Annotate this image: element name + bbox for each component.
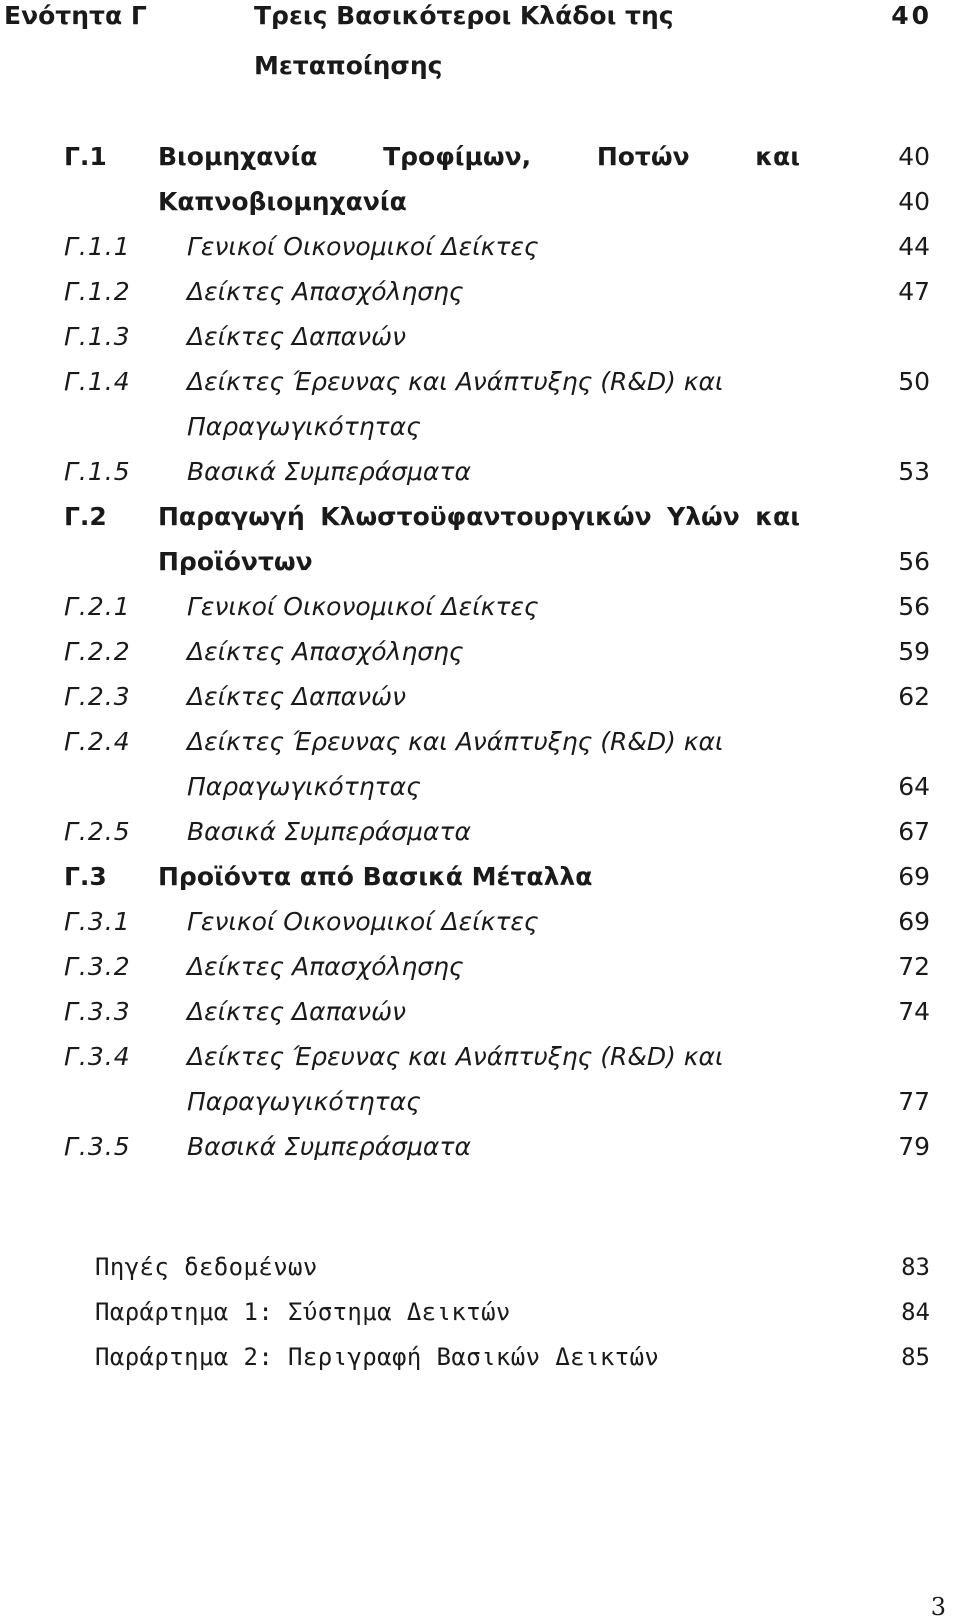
subsection-title-line2: Παραγωγικότητας: [187, 772, 421, 801]
page-number: 84: [901, 1298, 930, 1326]
page-number: 77: [898, 1087, 930, 1116]
page-number: 53: [898, 457, 930, 486]
chapter-title-word: και: [755, 142, 800, 171]
toc-subsection-row: [0, 722, 960, 762]
chapter-row: [0, 497, 960, 537]
toc-subsection-row: [0, 1037, 960, 1077]
toc-subsection-row: [0, 317, 960, 357]
chapter-number: Γ.3: [64, 862, 107, 891]
page-number: 40: [898, 142, 930, 171]
toc-subsection-row: [0, 992, 960, 1032]
subsection-title: Δείκτες Δαπανών: [187, 682, 406, 711]
page-number: 56: [898, 547, 930, 576]
subsection-number: Γ.1.2: [64, 277, 131, 306]
subsection-title: Δείκτες Απασχόλησης: [187, 637, 464, 666]
toc-subsection-row: [0, 587, 960, 627]
page-number: 40: [898, 187, 930, 216]
subsection-title: Βασικά Συμπεράσματα: [187, 1132, 471, 1161]
chapter-title-word: Τροφίμων,: [383, 142, 532, 171]
toc-subsection-row-2: [0, 1082, 960, 1122]
section-header-row-2: [0, 46, 960, 86]
toc-subsection-row: [0, 812, 960, 852]
subsection-title: Γενικοί Οικονομικοί Δείκτες: [187, 232, 539, 261]
page-number: 83: [901, 1253, 930, 1281]
toc-subsection-row: [0, 947, 960, 987]
subsection-number: Γ.1.4: [64, 367, 131, 396]
subsection-number: Γ.3.3: [64, 997, 131, 1026]
toc-subsection-row: [0, 902, 960, 942]
page-number: 62: [898, 682, 930, 711]
page-number: 79: [898, 1132, 930, 1161]
subsection-number: Γ.3.4: [64, 1042, 131, 1071]
section-header-row: [0, 0, 960, 36]
chapter-title-word: Παραγωγή: [158, 502, 305, 531]
subsection-number: Γ.2.5: [64, 817, 131, 846]
subsection-title: Δείκτες Δαπανών: [187, 322, 406, 351]
page-number: 44: [898, 232, 930, 261]
toc-subsection-row: [0, 227, 960, 267]
subsection-number: Γ.2.4: [64, 727, 131, 756]
chapter-title-line2: Προϊόντων: [158, 547, 313, 576]
toc-subsection-row-2: [0, 767, 960, 807]
chapter-row-2: [0, 542, 960, 582]
section-label: Ενότητα Γ: [4, 1, 147, 30]
appendix-title: Παράρτημα 1: Σύστημα Δεικτών: [95, 1298, 511, 1326]
page-number: 50: [898, 367, 930, 396]
toc-subsection-row: [0, 632, 960, 672]
subsection-title: Βασικά Συμπεράσματα: [187, 457, 471, 486]
subsection-title-line2: Παραγωγικότητας: [187, 1087, 421, 1116]
chapter-title-line2: Καπνοβιομηχανία: [158, 187, 407, 216]
chapter-row-2: [0, 182, 960, 222]
subsection-number: Γ.1.1: [64, 232, 131, 261]
page-number: 67: [898, 817, 930, 846]
page-number: 59: [898, 637, 930, 666]
subsection-number: Γ.3.1: [64, 907, 131, 936]
subsection-title: Δείκτες Έρευνας και Ανάπτυξης (R&D) και: [187, 367, 724, 396]
appendix-row: [0, 1292, 960, 1332]
toc-subsection-row: [0, 272, 960, 312]
subsection-title: Δείκτες Απασχόλησης: [187, 952, 464, 981]
appendix-row: [0, 1337, 960, 1377]
page-number: 74: [898, 997, 930, 1026]
section-title: Τρεις Βασικότεροι Κλάδοι της: [254, 1, 674, 30]
section-page-number: 40: [891, 1, 932, 30]
page-number: 47: [898, 277, 930, 306]
appendix-title: Πηγές δεδομένων: [95, 1253, 318, 1281]
chapter-title-word: Υλών: [667, 502, 740, 531]
page-folio: 3: [930, 1593, 946, 1621]
chapter-title-word: Βιομηχανία: [158, 142, 318, 171]
subsection-title: Δείκτες Έρευνας και Ανάπτυξης (R&D) και: [187, 727, 724, 756]
chapter-row: [0, 857, 960, 897]
subsection-number: Γ.2.2: [64, 637, 131, 666]
section-title-line2: Μεταποίησης: [254, 51, 443, 80]
subsection-title: Γενικοί Οικονομικοί Δείκτες: [187, 592, 539, 621]
toc-subsection-row: [0, 1127, 960, 1167]
toc-subsection-row: [0, 677, 960, 717]
chapter-number: Γ.1: [64, 142, 107, 171]
appendix-title: Παράρτημα 2: Περιγραφή Βασικών Δεικτών: [95, 1343, 660, 1371]
appendix-row: [0, 1247, 960, 1287]
subsection-title: Δείκτες Απασχόλησης: [187, 277, 464, 306]
chapter-title: [158, 497, 800, 537]
page-number: 56: [898, 592, 930, 621]
subsection-title: Δείκτες Έρευνας και Ανάπτυξης (R&D) και: [187, 1042, 724, 1071]
subsection-number: Γ.2.1: [64, 592, 131, 621]
subsection-number: Γ.3.5: [64, 1132, 131, 1161]
page-number: 69: [898, 862, 930, 891]
page-number: 64: [898, 772, 930, 801]
chapter-row: [0, 137, 960, 177]
page-number: 85: [901, 1343, 930, 1371]
toc-subsection-row: [0, 362, 960, 402]
chapter-title: [158, 137, 800, 177]
toc-subsection-row-2: [0, 407, 960, 447]
subsection-title: Δείκτες Δαπανών: [187, 997, 406, 1026]
chapter-title-word: και: [755, 502, 800, 531]
chapter-title: Προϊόντα από Βασικά Μέταλλα: [158, 862, 593, 891]
subsection-number: Γ.2.3: [64, 682, 131, 711]
subsection-title: Γενικοί Οικονομικοί Δείκτες: [187, 907, 539, 936]
chapter-title-word: Ποτών: [596, 142, 690, 171]
chapter-title-word: Κλωστοϋφαντουργικών: [320, 502, 652, 531]
toc-subsection-row: [0, 452, 960, 492]
subsection-number: Γ.3.2: [64, 952, 131, 981]
subsection-number: Γ.1.3: [64, 322, 131, 351]
chapter-number: Γ.2: [64, 502, 107, 531]
subsection-title: Βασικά Συμπεράσματα: [187, 817, 471, 846]
page-number: 72: [898, 952, 930, 981]
subsection-title-line2: Παραγωγικότητας: [187, 412, 421, 441]
subsection-number: Γ.1.5: [64, 457, 131, 486]
page-number: 69: [898, 907, 930, 936]
